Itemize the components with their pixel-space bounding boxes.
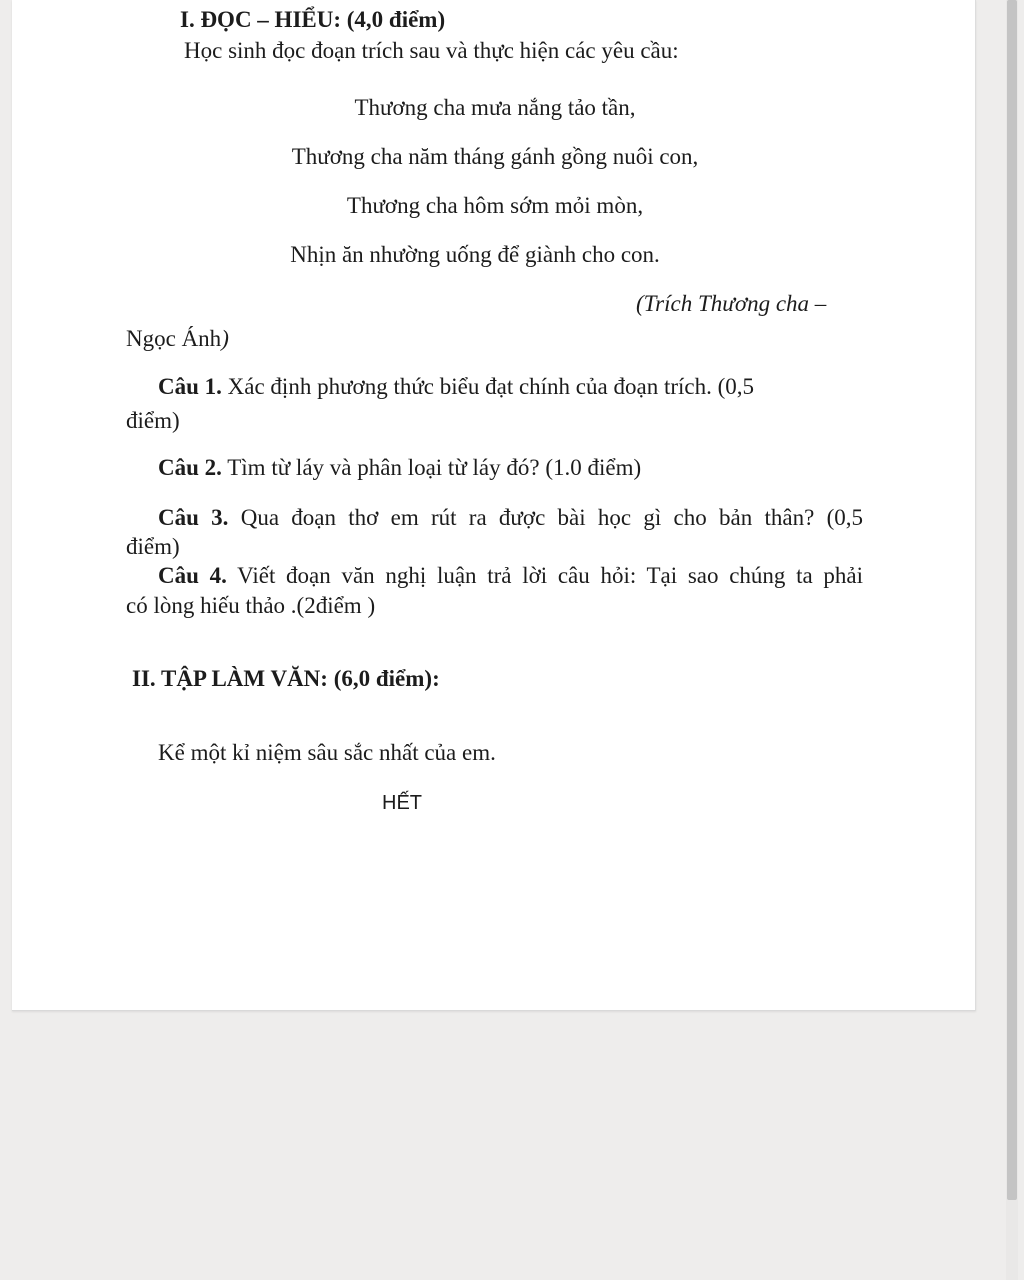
question-1-line-2: điểm) <box>126 408 180 433</box>
scrollbar-thumb[interactable] <box>1007 0 1017 1200</box>
question-1-line-1 <box>158 372 754 402</box>
question-3-line-1 <box>158 503 863 533</box>
question-2-line-1 <box>158 453 641 483</box>
section1-heading: I. ĐỌC – HIỂU: (4,0 điểm) <box>180 7 446 32</box>
poem-source: (Trích Thương cha – <box>636 291 827 316</box>
question-1-label: Câu 1. <box>158 374 222 399</box>
question-2-text: Tìm từ láy và phân loại từ láy đó? (1.0 điểm) <box>221 455 642 480</box>
section2-prompt: Kể một kỉ niệm sâu sắc nhất của em. <box>158 740 496 765</box>
poem-author-name: Ngọc Ánh <box>126 326 222 351</box>
poem-line-1: Thương cha mưa nắng tảo tần, <box>354 95 636 120</box>
question-3-line-2: điểm) <box>126 534 180 559</box>
question-4-text: Viết đoạn văn nghị luận trả lời câu hỏi: Tại sao chúng ta phải <box>226 563 864 588</box>
question-4-line-2: có lòng hiếu thảo .(2điểm ) <box>126 593 376 618</box>
poem-line-3: Thương cha hôm sớm mỏi mòn, <box>346 193 644 218</box>
question-4-line-1 <box>158 561 863 591</box>
poem-author <box>126 324 229 354</box>
question-3-text: Qua đoạn thơ em rút ra được bài học gì cho bản thân? (0,5 <box>228 505 864 530</box>
question-1-text: Xác định phương thức biểu đạt chính của đoạn trích. (0,5 <box>221 374 754 399</box>
section1-instruction: Học sinh đọc đoạn trích sau và thực hiện các yêu cầu: <box>184 38 679 63</box>
question-2-label: Câu 2. <box>158 455 222 480</box>
section2-heading: II. TẬP LÀM VĂN: (6,0 điểm): <box>132 666 440 691</box>
end-marker: HẾT <box>382 792 422 814</box>
poem-source-close: ) <box>221 326 229 351</box>
question-4-label: Câu 4. <box>158 563 227 588</box>
question-3-label: Câu 3. <box>158 505 229 530</box>
poem-line-4: Nhịn ăn nhường uống để giành cho con. <box>290 242 660 267</box>
poem-line-2: Thương cha năm tháng gánh gồng nuôi con, <box>291 144 699 169</box>
vertical-scrollbar[interactable] <box>1006 0 1018 1280</box>
